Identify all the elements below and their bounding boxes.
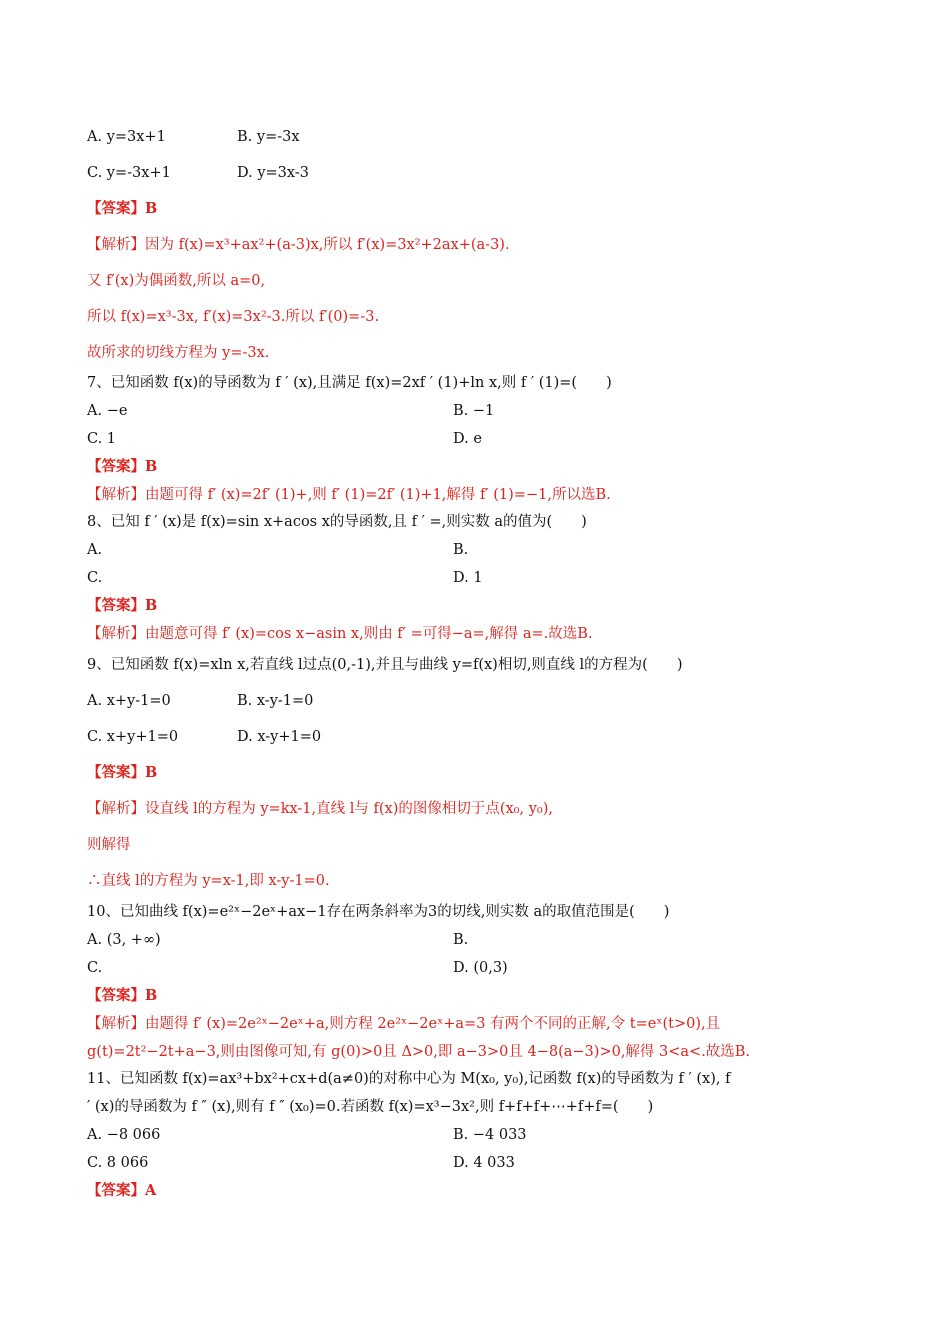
q9-answer: 【答案】B	[87, 764, 158, 781]
q8-option-d: D. 1	[453, 570, 483, 586]
q9-option-b: B. x-y-1=0	[237, 693, 314, 709]
q10-explanation-1: 【解析】由题得 f′ (x)=2e²ˣ−2eˣ+a,则方程 2e²ˣ−2eˣ+a=3 有两个不同的正解,令 t=eˣ(t>0),且	[87, 1016, 721, 1032]
q6-explanation-2: 又 f′(x)为偶函数,所以 a=0,	[87, 273, 266, 289]
q9-option-d: D. x-y+1=0	[237, 729, 322, 745]
q6-option-c: C. y=-3x+1	[87, 165, 171, 181]
q6-explanation-3: 所以 f(x)=x³-3x, f′(x)=3x²-3.所以 f′(0)=-3.	[87, 309, 380, 325]
q11-question-line-2: ′ (x)的导函数为 f ″ (x),则有 f ″ (x₀)=0.若函数 f(x)=x³−3x²,则 f+f+f+⋯+f+f=( )	[87, 1099, 654, 1115]
q7-answer: 【答案】B	[87, 458, 158, 475]
q6-option-a: A. y=3x+1	[87, 129, 166, 145]
q8-question: 8、已知 f ′ (x)是 f(x)=sin x+acos x的导函数,且 f ′ =,则实数 a的值为( )	[87, 514, 587, 530]
q10-option-d: D. (0,3)	[453, 960, 508, 976]
q8-explanation-1: 【解析】由题意可得 f′ (x)=cos x−asin x,则由 f′ =可得−a=,解得 a=.故选B.	[87, 626, 593, 642]
q8-option-c: C.	[87, 570, 103, 586]
q10-answer: 【答案】B	[87, 987, 158, 1004]
q11-question-line-1: 11、已知函数 f(x)=ax³+bx²+cx+d(a≠0)的对称中心为 M(x₀, y₀),记函数 f(x)的导函数为 f ′ (x), f	[87, 1071, 731, 1087]
q8-option-a: A.	[87, 542, 103, 558]
q8-option-b: B.	[453, 542, 469, 558]
q11-option-a: A. −8 066	[87, 1127, 161, 1143]
q10-explanation-2: g(t)=2t²−2t+a−3,则由图像可知,有 g(0)>0且 Δ>0,即 a−3>0且 4−8(a−3)>0,解得 3<a<.故选B.	[87, 1044, 751, 1060]
q11-option-c: C. 8 066	[87, 1155, 149, 1171]
q7-option-d: D. e	[453, 431, 482, 447]
q6-explanation-1: 【解析】因为 f(x)=x³+ax²+(a-3)x,所以 f′(x)=3x²+2ax+(a-3).	[87, 237, 510, 253]
q7-option-b: B. −1	[453, 403, 495, 419]
q10-option-c: C.	[87, 960, 103, 976]
q6-answer: 【答案】B	[87, 200, 158, 217]
q8-answer: 【答案】B	[87, 597, 158, 614]
q7-option-a: A. −e	[87, 403, 128, 419]
q9-explanation-2: 则解得	[87, 837, 131, 853]
q9-option-a: A. x+y-1=0	[87, 693, 171, 709]
q9-question: 9、已知函数 f(x)=xln x,若直线 l过点(0,-1),并且与曲线 y=f(x)相切,则直线 l的方程为( )	[87, 657, 683, 673]
q6-option-d: D. y=3x-3	[237, 165, 309, 181]
q9-explanation-3: ∴直线 l的方程为 y=x-1,即 x-y-1=0.	[87, 873, 330, 889]
q11-option-d: D. 4 033	[453, 1155, 515, 1171]
q6-option-b: B. y=-3x	[237, 129, 300, 145]
q6-explanation-4: 故所求的切线方程为 y=-3x.	[87, 345, 270, 361]
q7-question: 7、已知函数 f(x)的导函数为 f ′ (x),且满足 f(x)=2xf ′ (1)+ln x,则 f ′ (1)=( )	[87, 375, 612, 391]
q11-answer: 【答案】A	[87, 1182, 157, 1199]
q7-explanation-1: 【解析】由题可得 f′ (x)=2f′ (1)+,则 f′ (1)=2f′ (1)+1,解得 f′ (1)=−1,所以选B.	[87, 487, 611, 503]
q10-option-b: B.	[453, 932, 469, 948]
q11-option-b: B. −4 033	[453, 1127, 527, 1143]
q9-explanation-1: 【解析】设直线 l的方程为 y=kx-1,直线 l与 f(x)的图像相切于点(x₀, y₀),	[87, 801, 553, 817]
q9-option-c: C. x+y+1=0	[87, 729, 179, 745]
q7-option-c: C. 1	[87, 431, 117, 447]
q10-option-a: A. (3, +∞)	[87, 932, 161, 948]
q10-question: 10、已知曲线 f(x)=e²ˣ−2eˣ+ax−1存在两条斜率为3的切线,则实数 a的取值范围是( )	[87, 904, 670, 920]
